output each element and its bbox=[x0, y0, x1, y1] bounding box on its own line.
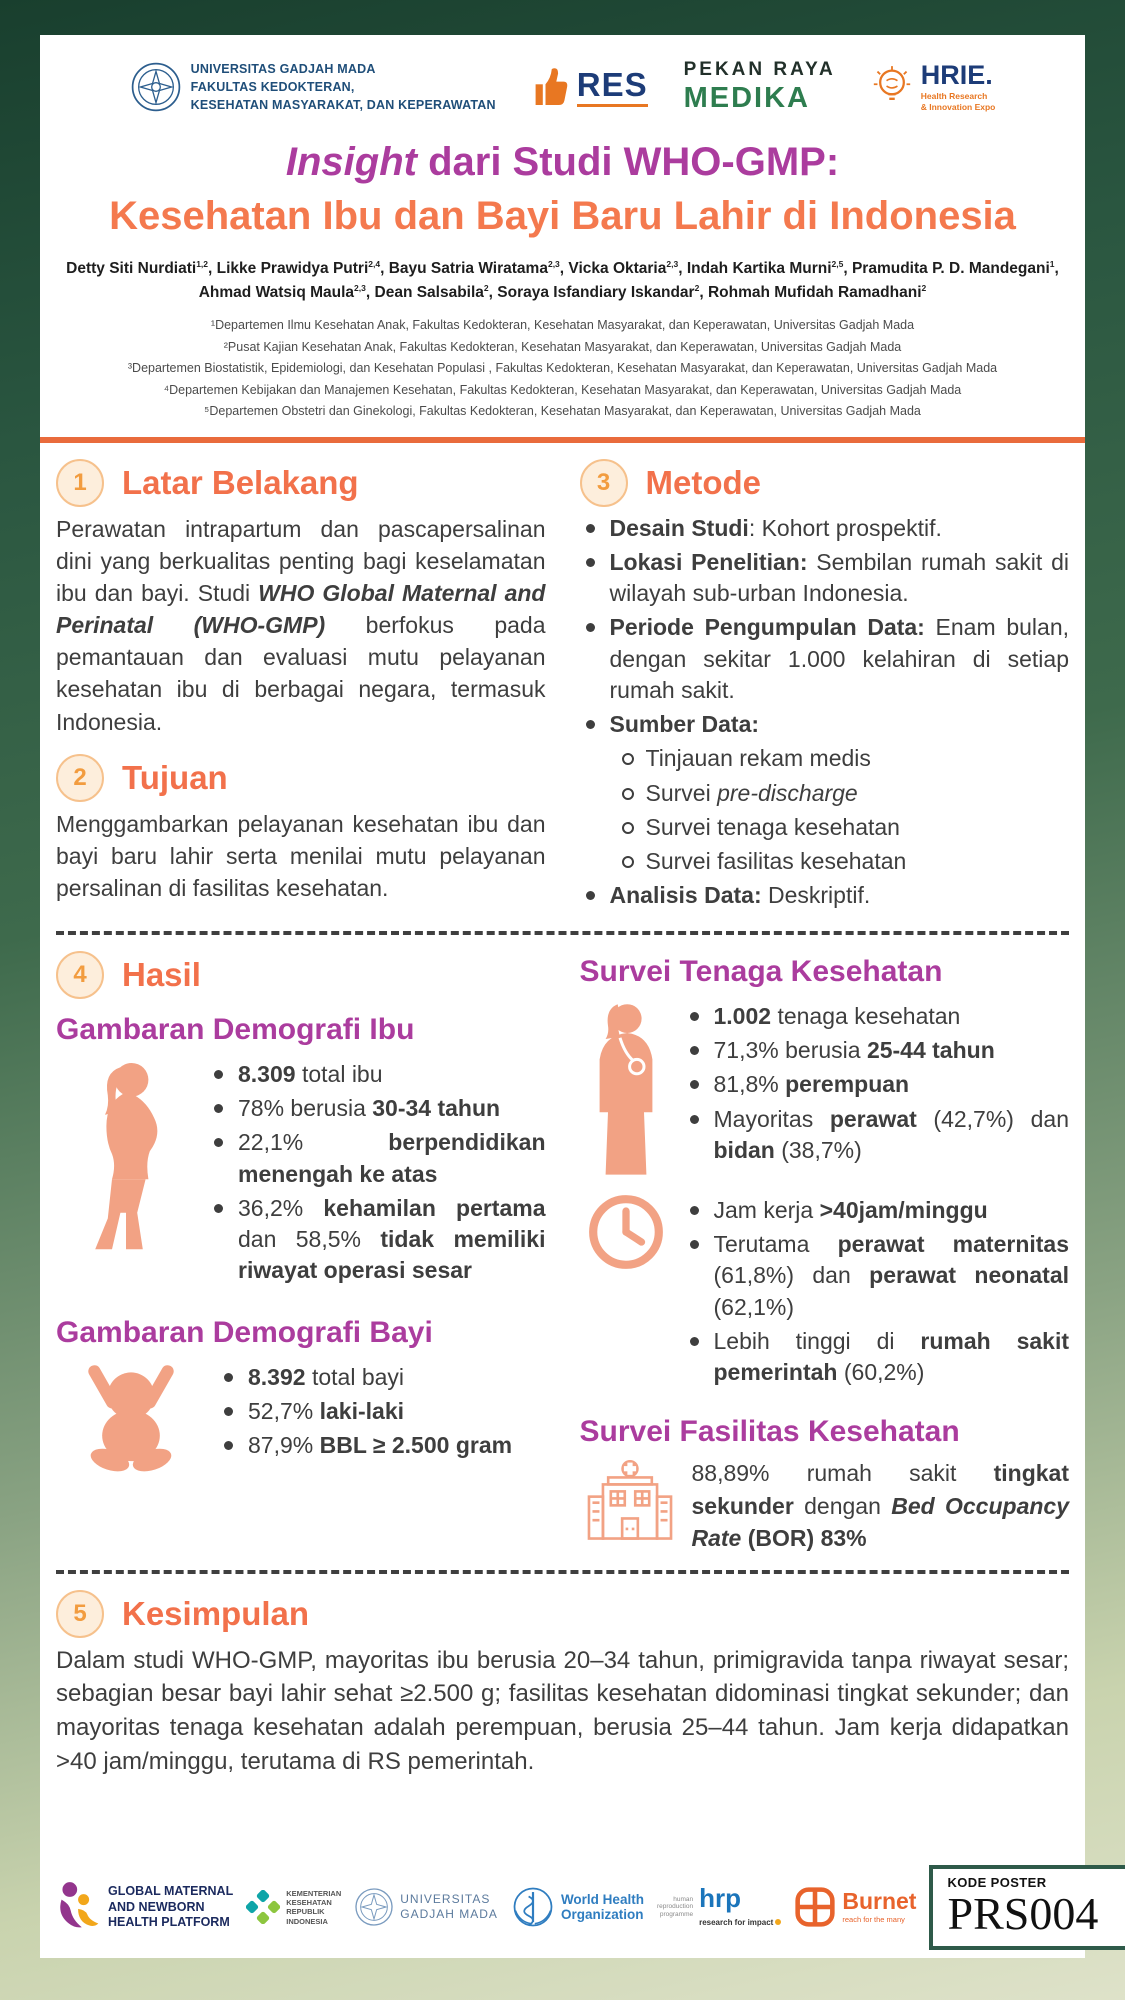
metode-list bbox=[580, 513, 1070, 912]
list-item: 87,9% BBL ≥ 2.500 gram bbox=[218, 1430, 546, 1461]
list-item: Desain Studi: Kohort prospektif. bbox=[580, 513, 1070, 544]
tenaga-row bbox=[580, 997, 1070, 1177]
list-item: 71,3% berusia 25-44 tahun bbox=[684, 1035, 1070, 1066]
hrp-dot-icon bbox=[775, 1919, 781, 1925]
list-item: 36,2% kehamilan pertama dan 58,5% tidak memiliki riwayat operasi sesar bbox=[208, 1193, 546, 1287]
ibu-list bbox=[208, 1059, 546, 1290]
results-columns bbox=[56, 935, 1069, 1554]
burnet-label: Burnet bbox=[842, 1888, 917, 1915]
ibu-subsection-title: Gambaran Demografi Ibu bbox=[56, 1012, 415, 1046]
ibu-row bbox=[56, 1055, 546, 1290]
tenaga-subsection-title: Survei Tenaga Kesehatan bbox=[579, 954, 943, 988]
baby-icon bbox=[70, 1358, 192, 1480]
poster-code-label: KODE POSTER bbox=[947, 1874, 1047, 1890]
burnet-logo bbox=[794, 1886, 916, 1928]
ugm-emblem-icon bbox=[354, 1887, 394, 1927]
footer-logos bbox=[56, 1865, 1103, 1950]
left-column bbox=[56, 443, 546, 915]
fasilitas-text: 88,89% rumah sakit tingkat sekunder dengan Bed Occupancy Rate (BOR) 83% bbox=[691, 1460, 1069, 1551]
hrp-logo bbox=[657, 1885, 781, 1929]
thumbs-up-icon bbox=[532, 64, 568, 110]
right-column bbox=[580, 443, 1070, 915]
sub-list-item: Survei fasilitas kesehatan bbox=[616, 846, 1070, 877]
affiliation-3: ³Departemen Biostatistik, Epidemiologi, dan Kesehatan Populasi , Fakultas Kedokteran, Kesehatan Masyarakat, dan Keperawatan, Universitas Gadjah Mada bbox=[127, 361, 998, 376]
sub-list-item: Survei tenaga kesehatan bbox=[616, 812, 1070, 843]
burnet-icon bbox=[794, 1886, 836, 1928]
section-metode-header bbox=[580, 459, 1070, 507]
who-emblem-icon bbox=[511, 1885, 555, 1929]
gmnhp-line2: AND NEWBORN bbox=[108, 1899, 205, 1914]
hrp-tagline: research for impact bbox=[699, 1918, 774, 1928]
section-title: Latar Belakang bbox=[122, 463, 359, 501]
gmnhp-line3: HEALTH PLATFORM bbox=[108, 1915, 230, 1930]
ugm-footer-line1: UNIVERSITAS bbox=[400, 1891, 491, 1906]
sub-list-item: Tinjauan rekam medis bbox=[616, 743, 1070, 774]
tujuan-text: Menggambarkan pelayanan kesehatan ibu dan bayi baru lahir serta menilai mutu pelayanan persalinan di fasilitas kesehatan. bbox=[56, 810, 546, 902]
intro-columns bbox=[56, 443, 1069, 915]
list-item: 22,1% berpendidikan menengah ke atas bbox=[208, 1127, 546, 1190]
clock-icon bbox=[585, 1191, 667, 1273]
affiliations bbox=[56, 315, 1069, 423]
poster-title-line2: Kesehatan Ibu dan Bayi Baru Lahir di Indonesia bbox=[109, 194, 1016, 238]
kemenkes-logo bbox=[246, 1889, 341, 1927]
fasilitas-row bbox=[580, 1457, 1070, 1554]
fasilitas-subsection-title: Survei Fasilitas Kesehatan bbox=[579, 1415, 960, 1449]
affiliation-1: ¹Departemen Ilmu Kesehatan Anak, Fakultas Kedokteran, Kesehatan Masyarakat, dan Keperawatan, Universitas Gadjah Mada bbox=[210, 318, 915, 333]
bayi-subsection-title: Gambaran Demografi Bayi bbox=[56, 1315, 433, 1349]
medika-label: MEDIKA bbox=[683, 82, 810, 114]
who-line2: Organization bbox=[560, 1907, 644, 1923]
ugm-footer-logo bbox=[354, 1887, 498, 1927]
hrp-label: hrp bbox=[699, 1883, 741, 1914]
ugm-line1: UNIVERSITAS GADJAH MADA bbox=[190, 61, 376, 76]
res-label: RES bbox=[576, 65, 648, 103]
list-item: Jam kerja >40jam/minggu bbox=[684, 1195, 1070, 1226]
kemenkes-line3: REPUBLIK bbox=[286, 1907, 325, 1917]
health-worker-icon bbox=[584, 997, 668, 1177]
poster-code-value: PRS004 bbox=[947, 1887, 1099, 1939]
res-underline bbox=[577, 104, 648, 107]
hrie-logo bbox=[872, 59, 996, 112]
ugm-footer-line2: GADJAH MADA bbox=[400, 1907, 498, 1922]
results-left-column bbox=[56, 935, 546, 1554]
header-logos bbox=[56, 35, 1069, 125]
affiliation-4: ⁴Departemen Kebijakan dan Manajemen Kesehatan, Fakultas Kedokteran, Kesehatan Masyarakat, dan Keperawatan, Universitas Gadjah Mada bbox=[163, 382, 962, 397]
hrie-sub2: & Innovation Expo bbox=[920, 101, 996, 112]
list-item: 81,8% perempuan bbox=[684, 1069, 1070, 1100]
list-item: 78% berusia 30-34 tahun bbox=[208, 1093, 546, 1124]
authors-line2: Ahmad Watsiq Maula$^{2,3}$, Dean Salsabila$^2$, Soraya Isfandiary Iskandar$^2$, Rohmah Mufidah Ramadhani$^2$ bbox=[198, 282, 927, 302]
ugm-emblem-icon bbox=[130, 61, 182, 113]
authors-line1: Detty Siti Nurdiati$^{1,2}$, Likke Prawidya Putri$^{2,4}$, Bayu Satria Wiratama$^{2,3}$, Vicka Oktaria$^{2,3}$, Indah Kartika Murni$^{2,5}$, Pramudita P. D. Mandegani$^1$, bbox=[66, 258, 1059, 277]
list-item: Terutama perawat maternitas (61,8%) dan perawat neonatal (62,1%) bbox=[684, 1229, 1070, 1323]
poster-title-line1: Insight dari Studi WHO-GMP: bbox=[285, 140, 840, 184]
sub-list-item: Survei pre-discharge bbox=[616, 778, 1070, 809]
affiliation-2: ²Pusat Kajian Kesehatan Anak, Fakultas Kedokteran, Kesehatan Masyarakat, dan Keperawatan, Universitas Gadjah Mada bbox=[223, 339, 902, 354]
results-right-column bbox=[580, 935, 1070, 1554]
list-item: Analisis Data: Deskriptif. bbox=[580, 880, 1070, 911]
ugm-faculty-logo bbox=[130, 60, 496, 114]
list-item: Sumber Data: bbox=[580, 709, 1070, 740]
kemenkes-line4: INDONESIA bbox=[286, 1916, 328, 1926]
kemenkes-icon bbox=[246, 1890, 280, 1924]
pekan-raya-medika-logo bbox=[684, 59, 836, 115]
res-logo bbox=[532, 64, 648, 110]
section-tujuan-header bbox=[56, 754, 546, 802]
bayi-row bbox=[56, 1358, 546, 1480]
section-title: Tujuan bbox=[122, 758, 228, 796]
pregnant-woman-icon bbox=[70, 1055, 182, 1267]
ugm-line2: FAKULTAS KEDOKTERAN, bbox=[190, 79, 355, 94]
list-item: 52,7% laki-laki bbox=[218, 1396, 546, 1427]
bayi-list bbox=[218, 1362, 546, 1465]
poster-code-box bbox=[929, 1865, 1125, 1950]
burnet-tagline: reach for the many bbox=[842, 1915, 905, 1925]
kesimpulan-text: Dalam studi WHO-GMP, mayoritas ibu berusia 20–34 tahun, primigravida tanpa riwayat sesar; sebagian besar bayi lahir sehat ≥2.500 g; fasilitas kesehatan didominasi tingkat sekunder; dan mayoritas tenaga kesehatan adalah perempuan, berusia 25–44 tahun. Jam kerja didapatkan >40 jam/minggu, terutama di RS pemerintah. bbox=[56, 1646, 1069, 1775]
hospital-icon bbox=[582, 1457, 678, 1545]
pekan-raya-label: PEKAN RAYA bbox=[683, 59, 836, 80]
jam-kerja-list bbox=[684, 1195, 1070, 1392]
section-number-badge: 4 bbox=[56, 951, 104, 999]
hrp-small3: programme bbox=[659, 1911, 694, 1919]
gmnhp-line1: GLOBAL MATERNAL bbox=[108, 1883, 234, 1898]
list-item: Mayoritas perawat (42,7%) dan bidan (38,7%) bbox=[684, 1104, 1070, 1167]
list-item: Lebih tinggi di rumah sakit pemerintah (60,2%) bbox=[684, 1326, 1070, 1389]
author-list bbox=[56, 257, 1069, 305]
section-title: Kesimpulan bbox=[122, 1594, 310, 1632]
section-kesimpulan-header bbox=[56, 1590, 1069, 1638]
list-item: Periode Pengumpulan Data: Enam bulan, dengan sekitar 1.000 kelahiran di setiap rumah sakit. bbox=[580, 612, 1070, 706]
list-item: 8.309 total ibu bbox=[208, 1059, 546, 1090]
gmnhp-logo bbox=[56, 1879, 233, 1935]
section-latar-belakang-header bbox=[56, 459, 546, 507]
list-item: 8.392 total bayi bbox=[218, 1362, 546, 1393]
poster bbox=[40, 35, 1099, 1958]
hrie-label: HRIE. bbox=[920, 59, 993, 90]
who-line1: World Health bbox=[560, 1891, 644, 1907]
list-item: Lokasi Penelitian: Sembilan rumah sakit di wilayah sub-urban Indonesia. bbox=[580, 547, 1070, 610]
hrp-small2: reproduction bbox=[656, 1903, 694, 1911]
affiliation-5: ⁵Departemen Obstetri dan Ginekologi, Fakultas Kedokteran, Kesehatan Masyarakat, dan Keperawatan, Universitas Gadjah Mada bbox=[204, 404, 921, 419]
section-title: Hasil bbox=[122, 955, 201, 993]
jam-kerja-row bbox=[580, 1191, 1070, 1392]
latar-belakang-text: Perawatan intrapartum dan pascapersalinan dini yang berkualitas penting bagi keselamatan ibu dan bayi. Studi WHO Global Maternal and Perinatal (WHO-GMP) berfokus pada pemantauan dan evaluasi mutu pelayanan kesehatan ibu di berbagai negara, termasuk Indonesia. bbox=[56, 515, 546, 735]
mother-child-icon bbox=[56, 1879, 102, 1935]
section-number-badge: 3 bbox=[580, 459, 628, 507]
section-number-badge: 1 bbox=[56, 459, 104, 507]
hrp-small1: human bbox=[673, 1895, 694, 1903]
kemenkes-line2: KESEHATAN bbox=[286, 1897, 332, 1907]
section-title: Metode bbox=[645, 463, 761, 501]
section-number-badge: 2 bbox=[56, 754, 104, 802]
kemenkes-line1: KEMENTERIAN bbox=[286, 1888, 342, 1898]
tenaga-list bbox=[684, 1001, 1070, 1169]
section-number-badge: 5 bbox=[56, 1590, 104, 1638]
lightbulb-icon bbox=[872, 64, 912, 110]
section-hasil-header bbox=[56, 951, 546, 999]
dashed-divider bbox=[56, 1570, 1069, 1574]
hrie-sub1: Health Research bbox=[920, 90, 988, 101]
who-logo bbox=[511, 1885, 644, 1929]
ugm-line3: KESEHATAN MASYARAKAT, DAN KEPERAWATAN bbox=[190, 98, 496, 113]
list-item: 1.002 tenaga kesehatan bbox=[684, 1001, 1070, 1032]
